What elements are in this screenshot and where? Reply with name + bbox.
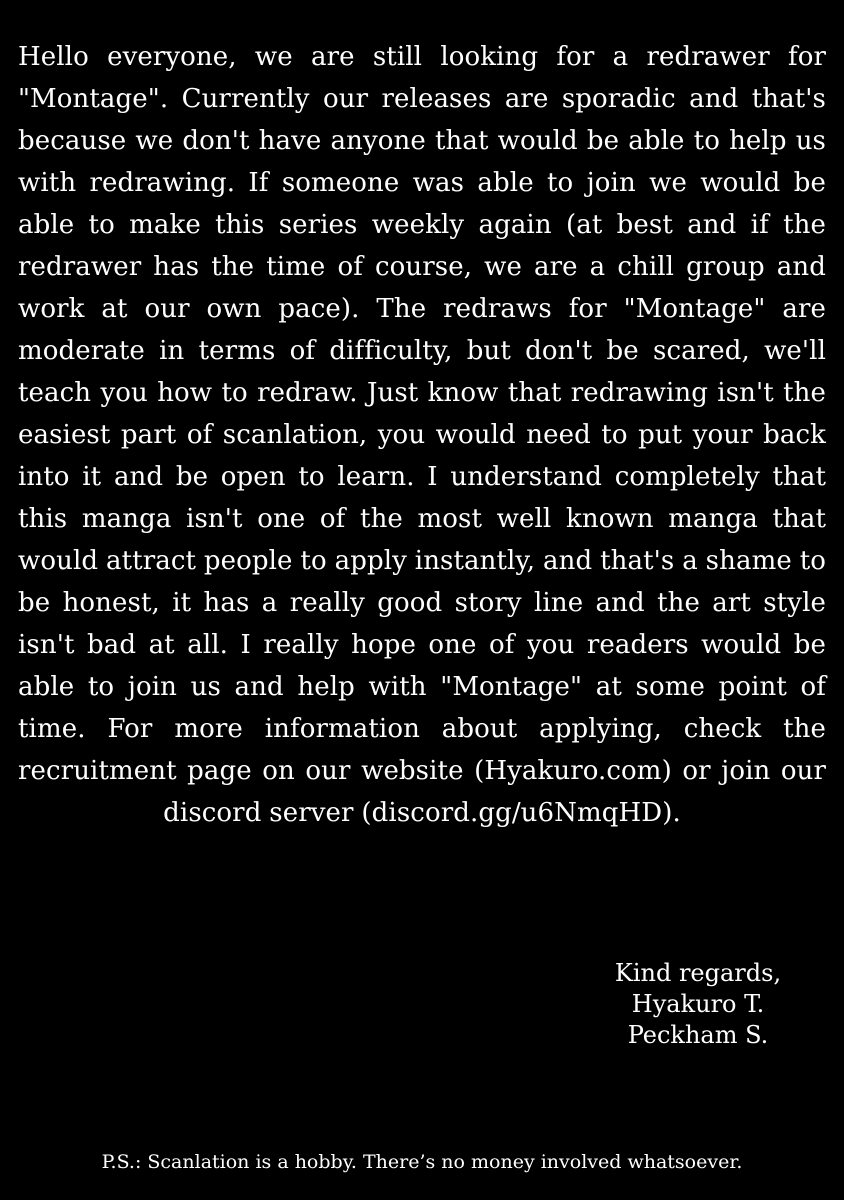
signature-block bbox=[578, 958, 818, 1051]
signature-closing: Kind regards, bbox=[614, 959, 782, 987]
recruitment-message: Hello everyone, we are still looking for a redrawer for "Montage". Currently our releases are sporadic and that's because we don't have anyone that would be able to help us with redrawing. If someone was able to join we would be able to make this series weekly again (at best and if the redrawer has the time of course, we are a chill group and work at our own pace). The redraws for "Montage" are moderate in terms of difficulty, but don't be scared, we'll teach you how to redraw. Just know that redrawing isn't the easiest part of scanlation, you would need to put your back into it and be open to learn. I understand completely that this manga isn't one of the most well known manga that would attract people to apply instantly, and that's a shame to be honest, it has a really good story line and the art style isn't bad at all. I really hope one of you readers would be able to join us and help with "Montage" at some point of time. For more information about applying, check the recruitment page on our website (Hyakuro.com) or join our discord server (discord.gg/u6NmqHD). bbox=[18, 42, 826, 828]
signature-name-hyakuro: Hyakuro T. bbox=[631, 990, 765, 1018]
signature-name-peckham: Peckham S. bbox=[627, 1021, 769, 1049]
postscript-note: P.S.: Scanlation is a hobby. There’s no money involved whatsoever. bbox=[101, 1151, 743, 1173]
